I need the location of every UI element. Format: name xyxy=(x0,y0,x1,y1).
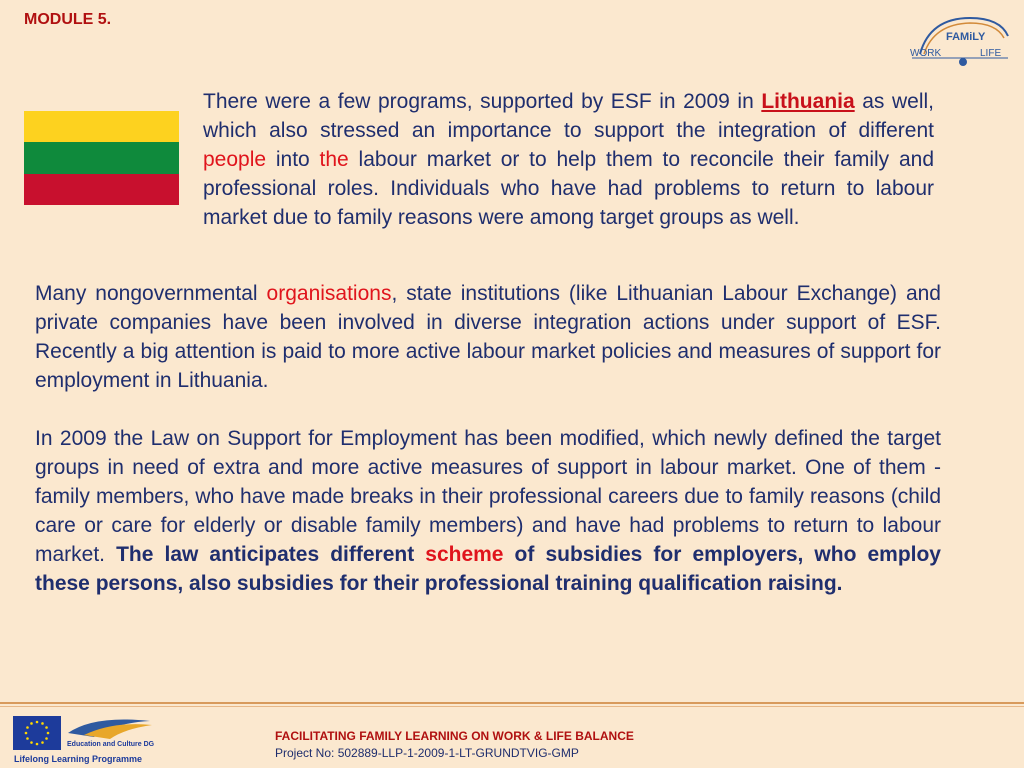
eu-star-icon xyxy=(30,741,33,744)
eu-star-icon xyxy=(45,737,48,740)
eu-star-icon xyxy=(36,743,39,746)
eu-star-icon xyxy=(36,721,39,724)
svg-text:LIFE: LIFE xyxy=(980,48,1002,59)
flag-stripe-red xyxy=(24,174,179,205)
intro-paragraph: There were a few programs, supported by ESF in 2009 in Lithuania as well, which also stressed an importance to support the integration of different people into the labour market or to help them to reconcile their family and professional roles. Individuals who have had problems to return to labour market due to family reasons were among target groups as well. xyxy=(203,90,934,229)
eu-star-icon xyxy=(30,722,33,725)
dg-label: Education and Culture DG xyxy=(67,741,155,748)
footer-title: FACILITATING FAMILY LEARNING ON WORK & LIFE BALANCE xyxy=(275,729,634,743)
footer-project: Project No: 502889-LLP-1-2009-1-LT-GRUNDTVIG-GMP xyxy=(275,746,579,760)
eu-star-icon xyxy=(26,737,29,740)
eu-star-icon xyxy=(25,732,28,735)
footer-divider-thin xyxy=(0,706,1024,707)
flag-stripe-green xyxy=(24,142,179,173)
svg-text:FAMiLY: FAMiLY xyxy=(946,31,986,43)
svg-text:WORK: WORK xyxy=(910,48,942,59)
lithuania-flag xyxy=(24,111,179,205)
family-work-life-logo xyxy=(908,14,1014,70)
eu-star-icon xyxy=(45,726,48,729)
flag-stripe-yellow xyxy=(24,111,179,142)
eu-star-icon xyxy=(47,732,50,735)
lithuania-link[interactable]: Lithuania xyxy=(761,90,855,113)
eu-star-icon xyxy=(41,741,44,744)
law-paragraph: In 2009 the Law on Support for Employment has been modified, which newly defined the target groups in need of extra and more active measures of support in labour market. One of them - family members, who have made breaks in their professional careers due to family reasons (child care or care for elderly or disable family members) and have had problems to return to labour market. The law anticipates different scheme of subsidies for employers, who employ these persons, also subsidies for their professional training qualification raising. xyxy=(35,427,941,595)
footer-divider xyxy=(0,702,1024,704)
eu-star-icon xyxy=(26,726,29,729)
ngo-paragraph: Many nongovernmental organisations, state institutions (like Lithuanian Labour Exchange) and private companies have been involved in diverse integration actions under support of ESF. Recently a big attention is paid to more active labour market policies and measures of support for employment in Lithuania. xyxy=(35,282,941,392)
module-title: MODULE 5. xyxy=(24,11,112,28)
eu-flag-icon xyxy=(13,716,61,750)
eu-star-icon xyxy=(41,722,44,725)
llp-label: Lifelong Learning Programme xyxy=(14,754,143,764)
